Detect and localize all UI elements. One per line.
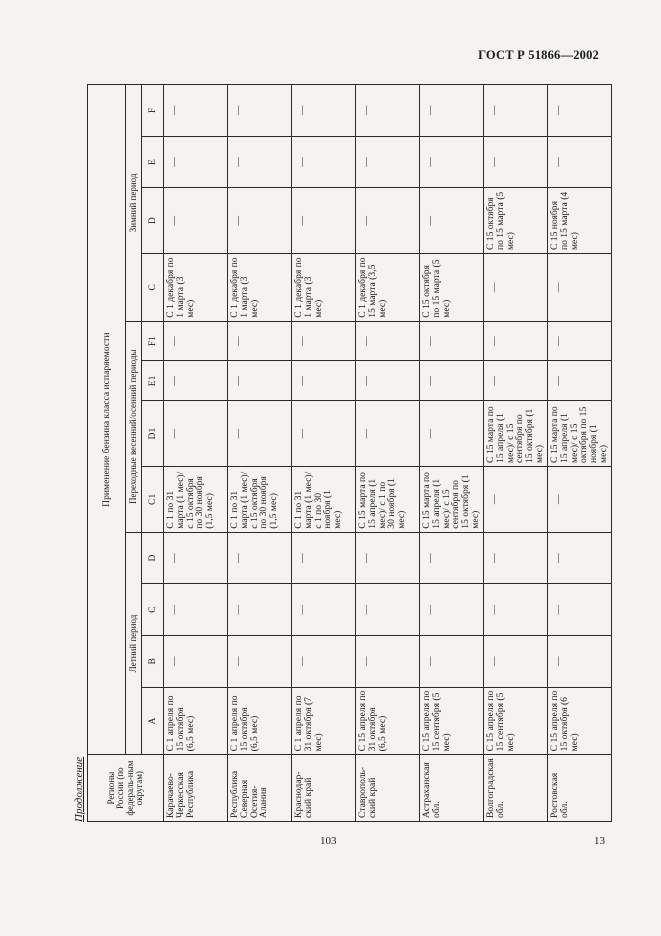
table-cell: — (228, 136, 292, 188)
table-cell: — (548, 361, 612, 401)
column-header: E1 (142, 361, 164, 401)
column-header: D (142, 188, 164, 254)
table-cell: — (484, 321, 548, 361)
table-row (356, 85, 420, 822)
table-cell: — (356, 136, 420, 188)
table-cell: — (548, 254, 612, 322)
table-cell: С 1 апреля по 15 октября (6,5 мес) (228, 687, 292, 755)
table-cell: С 15 марта по 15 апреля (1 мес)/ с 15 сентября по 15 октября (1 мес) (484, 401, 548, 467)
table-cell: — (292, 532, 356, 584)
table-cell: — (228, 85, 292, 137)
main-header: Применение бензина класса испаряемости (88, 85, 126, 755)
table-cell: — (356, 401, 420, 467)
column-header: F (142, 85, 164, 137)
table-cell: С 15 ноября по 15 марта (4 мес) (548, 188, 612, 254)
table-cell: — (420, 635, 484, 687)
table-cell: — (292, 401, 356, 467)
table-cell: — (484, 254, 548, 322)
table-cell: — (164, 401, 228, 467)
table-row (484, 85, 548, 822)
table-cell: — (292, 85, 356, 137)
column-header: C (142, 584, 164, 636)
rotated-table-area (73, 84, 609, 822)
table-cell: — (420, 361, 484, 401)
table-cell: С 1 декабря по 15 марта (3,5 мес) (356, 254, 420, 322)
table-cell: — (548, 85, 612, 137)
table-row (164, 85, 228, 822)
column-header: A (142, 687, 164, 755)
gasoline-class-table (87, 84, 612, 822)
table-cell: С 15 апреля по 15 сентября (5 мес) (484, 687, 548, 755)
table-cell: — (228, 584, 292, 636)
table-row (228, 85, 292, 822)
table-cell: — (484, 361, 548, 401)
transition-period-label: Переходные весенний/осенний периоды (126, 321, 142, 532)
table-cell: — (356, 85, 420, 137)
table-cell: — (548, 532, 612, 584)
table-cell: С 15 апреля по 15 сентября (5 мес) (420, 687, 484, 755)
table-cell: — (356, 532, 420, 584)
continuation-label: Продолжение (73, 756, 85, 822)
winter-period-label: Зимний период (126, 85, 142, 322)
page-number-right: 13 (594, 835, 605, 847)
table-cell: — (164, 321, 228, 361)
column-header: C (142, 254, 164, 322)
table-cell: — (228, 401, 292, 467)
table-cell: — (420, 188, 484, 254)
table-cell: — (548, 584, 612, 636)
table-cell: — (356, 635, 420, 687)
table-cell: С 15 октября по 15 марта (5 мес) (484, 188, 548, 254)
table-cell: С 1 по 31 марта (1 мес)/ с 15 октября по 30 ноября (1,5 мес) (164, 466, 228, 532)
table-cell: С 15 апреля по 15 октября (6 мес) (548, 687, 612, 755)
page-number-center: 103 (320, 835, 337, 847)
table-cell: — (484, 584, 548, 636)
table-cell: — (164, 136, 228, 188)
table-cell: С 15 марта по 15 апреля (1 мес)/ с 15 октября по 15 ноября (1 мес) (548, 401, 612, 467)
table-cell: — (228, 361, 292, 401)
region-cell: Волгоградская обл. (484, 755, 548, 822)
table-cell: — (548, 635, 612, 687)
table-cell: — (164, 85, 228, 137)
table-cell: — (228, 635, 292, 687)
table-cell: — (548, 466, 612, 532)
region-header: Регионы России (по федераль-ным округам) (88, 755, 164, 822)
table-cell: — (164, 188, 228, 254)
table-cell: С 15 октября по 15 марта (5 мес) (420, 254, 484, 322)
table-cell: — (164, 361, 228, 401)
table-cell: — (420, 85, 484, 137)
region-cell: Краснодар-ский край (292, 755, 356, 822)
table-cell: — (484, 85, 548, 137)
table-row (292, 85, 356, 822)
table-cell: — (356, 188, 420, 254)
table-cell: С 15 марта по 15 апреля (1 мес)/ с 1 по 30 ноября (1 мес) (356, 466, 420, 532)
table-cell: С 1 декабря по 1 марта (3 мес) (292, 254, 356, 322)
table-cell: — (292, 321, 356, 361)
table-cell: С 1 по 31 марта (1 мес)/ с 15 октября по 30 ноября (1,5 мес) (228, 466, 292, 532)
region-cell: Карачаево-Черкесская Республика (164, 755, 228, 822)
table-cell: С 1 апреля по 31 октября (7 мес) (292, 687, 356, 755)
table-cell: — (548, 321, 612, 361)
table-cell: — (420, 321, 484, 361)
column-header: D1 (142, 401, 164, 467)
column-header: B (142, 635, 164, 687)
column-header: E (142, 136, 164, 188)
table-cell: С 1 декабря по 1 марта (3 мес) (164, 254, 228, 322)
table-cell: — (356, 584, 420, 636)
table-cell: — (292, 635, 356, 687)
region-cell: Ставрополь-ский край (356, 755, 420, 822)
table-cell: — (292, 188, 356, 254)
table-cell: — (292, 136, 356, 188)
table-cell: — (420, 532, 484, 584)
table-cell: С 1 декабря по 1 марта (3 мес) (228, 254, 292, 322)
table-cell: — (484, 466, 548, 532)
table-cell: С 15 марта по 15 апреля (1 мес)/ с 15 сентября по 15 октября (1 мес) (420, 466, 484, 532)
table-cell: — (484, 136, 548, 188)
table-cell: — (164, 584, 228, 636)
region-cell: Астраханская обл. (420, 755, 484, 822)
table-cell: — (548, 136, 612, 188)
column-header: F1 (142, 321, 164, 361)
table-cell: — (164, 635, 228, 687)
table-cell: — (164, 532, 228, 584)
table-cell: — (420, 584, 484, 636)
table-cell: С 1 апреля по 15 октября (6,5 мес) (164, 687, 228, 755)
column-header: D (142, 532, 164, 584)
document-header: ГОСТ Р 51866—2002 (478, 48, 599, 62)
table-cell: — (292, 361, 356, 401)
table-cell: — (228, 532, 292, 584)
table-row (548, 85, 612, 822)
table-row (420, 85, 484, 822)
table-cell: С 1 по 31 марта (1 мес)/ с 1 по 30 ноября (1 мес) (292, 466, 356, 532)
table-cell: — (292, 584, 356, 636)
table-cell: — (420, 401, 484, 467)
table-cell: С 15 апреля по 31 октября (6,5 мес) (356, 687, 420, 755)
column-header: C1 (142, 466, 164, 532)
table-cell: — (420, 136, 484, 188)
table-cell: — (484, 532, 548, 584)
region-cell: Республика Северная Осетия-Алания (228, 755, 292, 822)
region-cell: Ростовская обл. (548, 755, 612, 822)
table-cell: — (356, 321, 420, 361)
table-cell: — (356, 361, 420, 401)
table-cell: — (228, 321, 292, 361)
table-cell: — (228, 188, 292, 254)
summer-period-label: Летний период (126, 532, 142, 755)
table-cell: — (484, 635, 548, 687)
